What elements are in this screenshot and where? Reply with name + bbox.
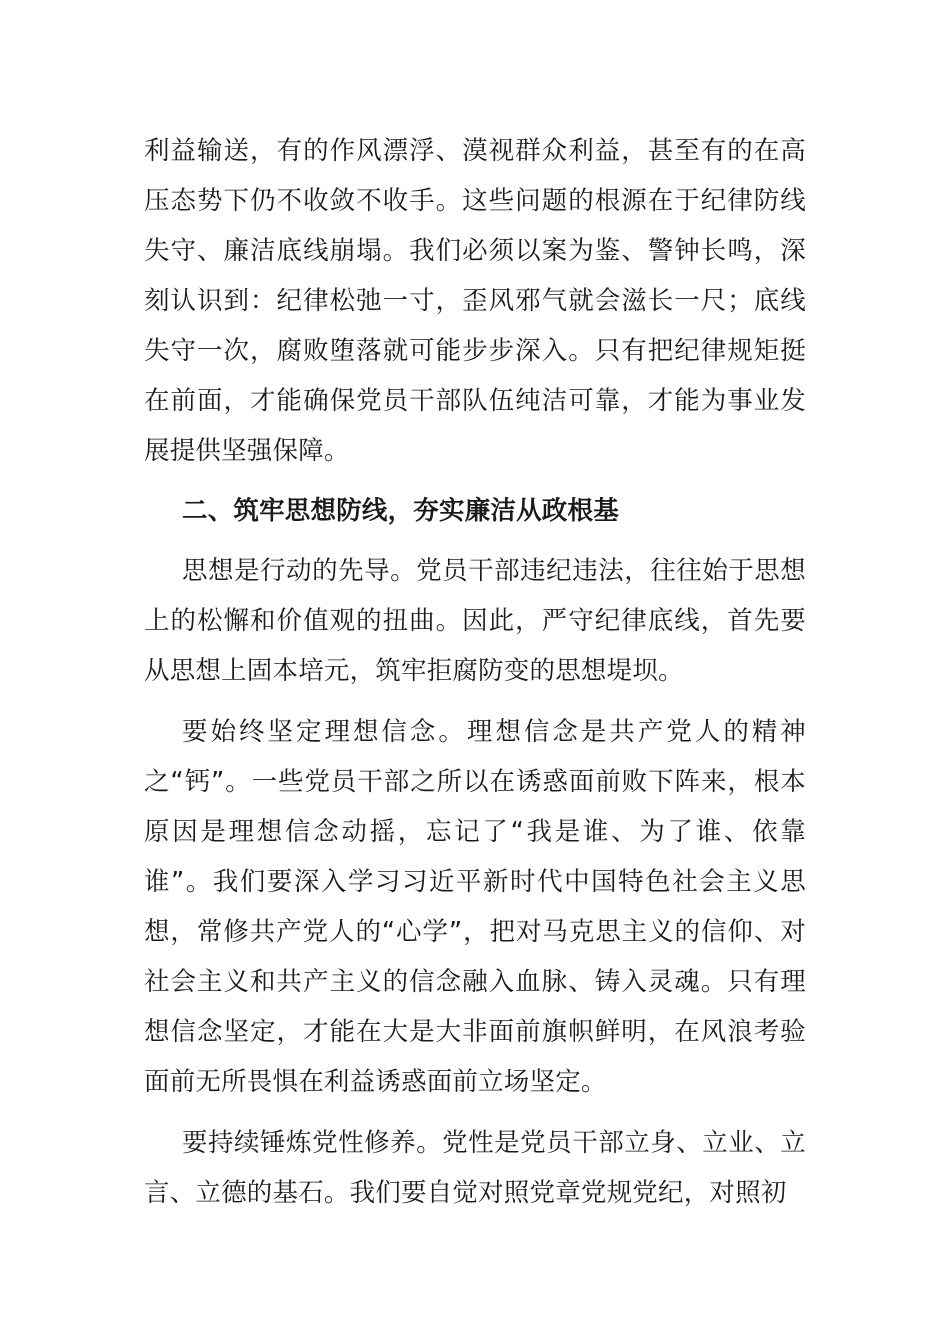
section-heading: 二、筑牢思想防线，夯实廉洁从政根基 xyxy=(182,496,619,526)
paragraph-ideals-beliefs: 要始终坚定理想信念。理想信念是共产党人的精神之“钙”。一些党员干部之所以在诱惑面前败下阵来，根本原因是理想信念动摇，忘记了“我是谁、为了谁、依靠谁”。我们要深入学习习近平新时代中国特色社会主义思想，常修共产党人的“心学”，把对马克思主义的信仰、对社会主义和共产主义的信念融入血脉、铸入灵魂。只有理想信念坚定，才能在大是大非面前旗帜鲜明，在风浪考验面前无所畏惧在利益诱惑面前立场坚定。 xyxy=(144,717,806,1097)
document-body xyxy=(144,126,806,1218)
paragraph-thought-guidance: 思想是行动的先导。党员干部违纪违法，往往始于思想上的松懈和价值观的扭曲。因此，严守纪律底线，首先要从思想上固本培元，筑牢拒腐防变的思想堤坝。 xyxy=(144,556,806,686)
paragraph-party-spirit: 要持续锤炼党性修养。党性是党员干部立身、立业、立言、立德的基石。我们要自觉对照党章党规党纪，对照初 xyxy=(144,1128,806,1208)
paragraph-continuation: 利益输送，有的作风漂浮、漠视群众利益，甚至有的在高压态势下仍不收敛不收手。这些问题的根源在于纪律防线失守、廉洁底线崩塌。我们必须以案为鉴、警钟长鸣，深刻认识到：纪律松弛一寸，歪风邪气就会滋长一尺；底线失守一次，腐败堕落就可能步步深入。只有把纪律规矩挺在前面，才能确保党员干部队伍纯洁可靠，才能为事业发展提供坚强保障。 xyxy=(144,136,806,466)
